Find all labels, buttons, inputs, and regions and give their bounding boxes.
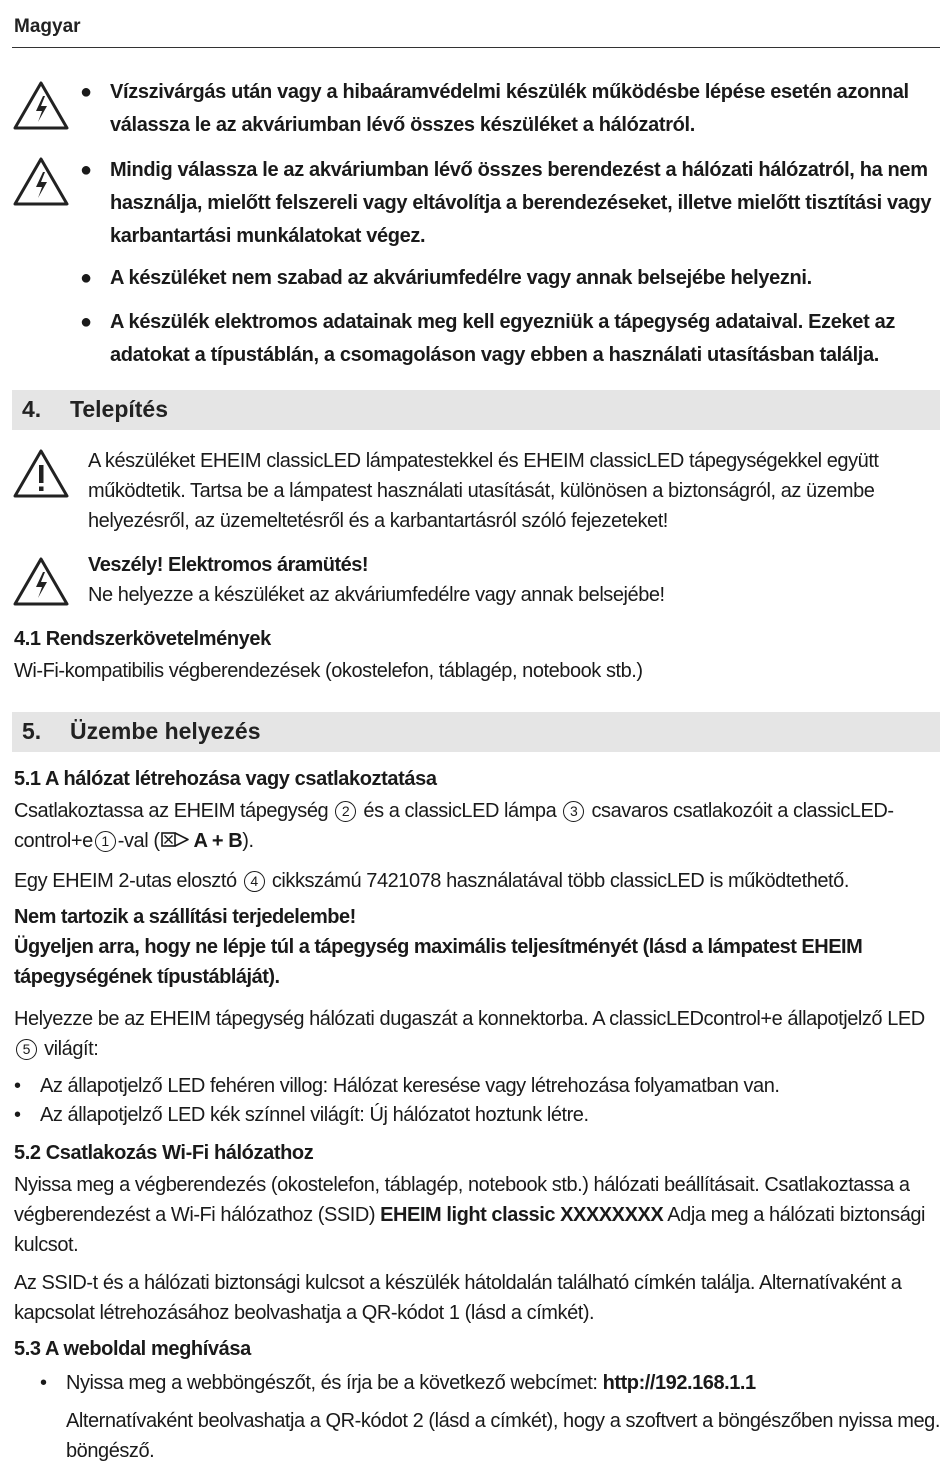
exclamation-warning-icon: [12, 448, 70, 500]
figure-reference-icon: [161, 831, 191, 849]
distributor-paragraph: Egy EHEIM 2-utas elosztó 4 cikkszámú 7421078 használatával több classicLED is működtethető.: [14, 870, 849, 892]
section-heading-5: [12, 712, 940, 752]
subsection-title-5-3: 5.3 A weboldal meghívása: [14, 1338, 251, 1360]
callout-number: 3: [563, 801, 584, 822]
note-title: Nem tartozik a szállítási terjedelembe!: [14, 906, 356, 928]
warning-item: ● A készülék elektromos adatainak meg kell egyezniük a tápegység adataival. Ezeket az adatokat a típustáblán, a csomagoláson vagy ebben a használati utasításban találja.: [80, 306, 940, 372]
bullet-icon: •: [14, 1075, 21, 1097]
subsection-title-5-1: 5.1 A hálózat létrehozása vagy csatlakoztatása: [14, 768, 437, 790]
language-label: Magyar: [14, 16, 81, 37]
section-title: Telepítés: [70, 396, 168, 422]
section-number: 4.: [22, 396, 42, 422]
callout-number: 1: [95, 831, 116, 852]
qr-alternative-paragraph: Alternatívaként beolvashatja a QR-kódot 2 (lásd a címkét), hogy a szoftvert a böngészőben nyissa meg. böngésző.: [66, 1410, 940, 1462]
warning-item: ● Vízszivárgás után vagy a hibaáramvédelmi készülék működésbe lépése esetén azonnal válassza le az akváriumban lévő összes készüléket a hálózatról.: [80, 76, 940, 142]
subsection-title-4-1: 4.1 Rendszerkövetelmények: [14, 628, 271, 650]
electric-hazard-icon: [12, 156, 70, 208]
list-item: • Az állapotjelző LED fehéren villog: Hálózat keresése vagy létrehozása folyamatban van.: [14, 1072, 940, 1100]
bullet-icon: ●: [80, 267, 92, 289]
danger-title: Veszély! Elektromos áramütés!: [88, 554, 369, 576]
bullet-icon: ●: [80, 159, 92, 181]
header-divider: [12, 47, 940, 48]
bullet-icon: ●: [80, 81, 92, 103]
section-title: Üzembe helyezés: [70, 718, 261, 744]
bullet-icon: ●: [80, 311, 92, 333]
callout-number: 5: [16, 1039, 37, 1060]
warning-item: ● Mindig válassza le az akváriumban lévő összes berendezést a hálózati hálózatról, ha nem használja, mielőtt felszereli vagy eltávolítja a berendezéseket, illetve mielőtt tisztítási vagy karbantartási munkálatokat végez.: [80, 154, 940, 253]
bullet-icon: •: [40, 1372, 47, 1394]
electric-hazard-icon: [12, 80, 70, 132]
list-item: • Nyissa meg a webböngészőt, és írja be a következő webcímet: http://192.168.1.1: [40, 1368, 940, 1398]
danger-text: Ne helyezze a készüléket az akváriumfedélre vagy annak belsejébe!: [88, 584, 665, 606]
caution-text: A készüléket EHEIM classicLED lámpatestekkel és EHEIM classicLED tápegységekkel együtt működtetik. Tartsa be a lámpatest használati utasítását, különösen a biztonságról, az üzembe helyezésről, az üzemeltetésről és a karbantartásról szóló fejezeteket!: [88, 450, 879, 532]
system-requirements-text: Wi-Fi-kompatibilis végberendezések (okostelefon, táblagép, notebook stb.): [14, 660, 643, 682]
ssid-text: EHEIM light classic XXXXXXXX: [380, 1204, 664, 1226]
callout-number: 2: [335, 801, 356, 822]
section-heading-4: [12, 390, 940, 430]
warning-item: ● A készüléket nem szabad az akváriumfedélre vagy annak belsejébe helyezni.: [80, 262, 940, 295]
electric-hazard-icon: [12, 556, 70, 608]
section-number: 5.: [22, 718, 42, 744]
connection-paragraph: Csatlakoztassa az EHEIM tápegység 2 és a classicLED lámpa 3 csavaros csatlakozóit a classicLED-control+e 1 -val ( A + B).: [14, 800, 894, 852]
web-address: http://192.168.1.1: [602, 1372, 756, 1394]
subsection-title-5-2: 5.2 Csatlakozás Wi-Fi hálózathoz: [14, 1142, 314, 1164]
figure-reference: A + B: [193, 830, 243, 852]
bullet-icon: •: [14, 1104, 21, 1126]
note-text: Ügyeljen arra, hogy ne lépje túl a tápegység maximális teljesítményét (lásd a lámpatest EHEIM tápegységének típustábláját).: [14, 936, 863, 988]
ssid-label-paragraph: Az SSID-t és a hálózati biztonsági kulcsot a készülék hátoldalán található címkén találja. Alternatívaként a kapcsolat létrehozásához beolvashatja a QR-kódot 1 (lásd a címkét).: [14, 1272, 902, 1324]
callout-number: 4: [244, 871, 265, 892]
list-item: • Az állapotjelző LED kék színnel világít: Új hálózatot hoztunk létre.: [14, 1101, 940, 1129]
power-plug-paragraph: Helyezze be az EHEIM tápegység hálózati dugaszát a konnektorba. A classicLEDcontrol+e állapotjelző LED 5 világít:: [14, 1008, 925, 1060]
wifi-paragraph: Nyissa meg a végberendezés (okostelefon, táblagép, notebook stb.) hálózati beállításait. Csatlakoztassa a végberendezést a Wi-Fi hálózathoz (SSID) EHEIM light classic XXXXXXXX Adja meg a hálózati biztonsági kulcsot.: [14, 1174, 926, 1256]
